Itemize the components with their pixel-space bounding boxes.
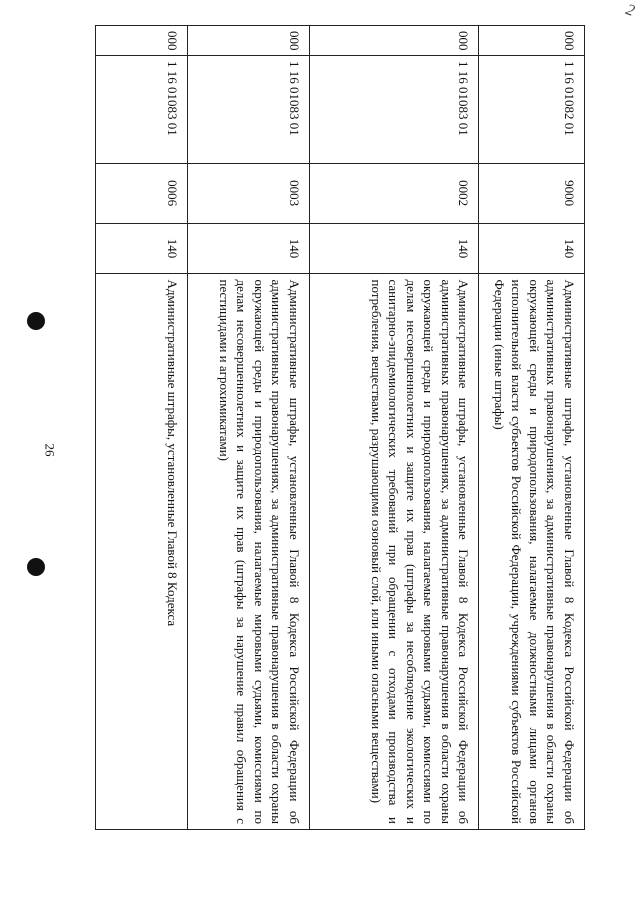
classification-cell: 140 [479,224,584,275]
description-cell: Административные штрафы, установленные Главой 8 Кодекса [165,279,181,627]
page-number: 26 [42,443,58,457]
kbk-code-cell: 1 16 01083 01 [188,56,309,164]
subtype-cell: 0003 [188,164,309,224]
admin-code-cell: 000 [96,26,187,56]
description-cell: Административные штрафы, установленные Главой 8 Кодекса Российской Федерации об административных правонарушениях, за административные правонарушения в области охраны окружающей среды и природопользования, налагаемые должностными лицами органов исполнительной власти субъектов Российской Федерации, учреждениями субъектов Российской Федерации (иные штрафы) [492,279,577,824]
table-row [309,25,478,830]
table-row [95,25,187,830]
admin-code-cell: 000 [188,26,309,56]
admin-code-cell: 000 [479,26,584,56]
table-row [478,25,585,830]
admin-code-cell: 000 [310,26,478,56]
punch-hole-bottom [27,558,45,576]
corner-mark: 2 [623,1,637,20]
kbk-code-cell: 1 16 01083 01 [96,56,187,164]
kbk-code-cell: 1 16 01082 01 [479,56,584,164]
subtype-cell: 0002 [310,164,478,224]
classification-cell: 140 [310,224,478,275]
classification-cell: 140 [96,224,187,275]
subtype-cell: 0006 [96,164,187,224]
description-cell: Административные штрафы, установленные Главой 8 Кодекса Российской Федерации об административных правонарушениях, за административные правонарушения в области охраны окружающей среды и природопользования, налагаемые мировыми судьями, комиссиями по делам несовершеннолетних и защите их прав (штрафы за несоблюдение экологических и санитарно-эпидемиологических требований при обращении с отходами производства и потребления, веществами, разрушающими озоновый слой, или иными опасными веществами) [368,279,472,824]
revenue-code-table [95,25,585,830]
punch-hole-top [27,312,45,330]
table-container [95,25,585,830]
table-row [187,25,309,830]
classification-cell: 140 [188,224,309,275]
kbk-code-cell: 1 16 01083 01 [310,56,478,164]
subtype-cell: 9000 [479,164,584,224]
description-cell: Административные штрафы, установленные Главой 8 Кодекса Российской Федерации об административных правонарушениях, за административные правонарушения в области охраны окружающей среды и природопользования, налагаемые мировыми судьями, комиссиями по делам несовершеннолетних и защите их прав (штрафы за нарушение правил обращения с пестицидами и агрохимикатами) [216,279,302,824]
